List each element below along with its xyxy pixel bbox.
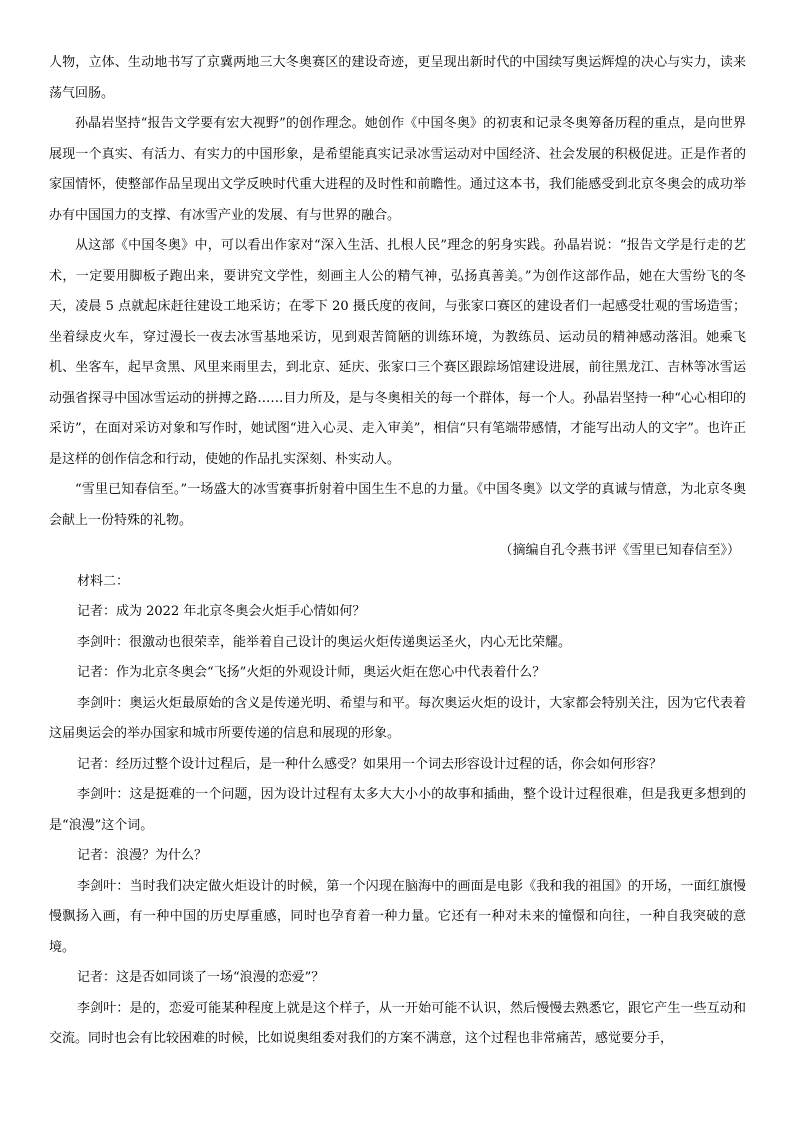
dialogue-line: 李剑叶：是的，恋爱可能某种程度上就是这个样子，从一开始可能不认识，然后慢慢去熟悉它，跟它产生一些互动和交流。同时也会有比较困难的时候，比如说奥组委对我们的方案不满意，这个过程也非常痛苦，感觉要分手， — [49, 1000, 746, 1046]
dialogue-line: 李剑叶：很激动也很荣幸，能举着自己设计的奥运火炬传递奥运圣火，内心无比荣耀。 — [77, 634, 572, 650]
paragraph-conclusion: “雪里已知春信至。”一场盛大的冰雪赛事折射着中国生生不息的力量。《中国冬奥》以文学的真诚与情意，为北京冬奥会献上一份特殊的礼物。 — [49, 482, 746, 528]
dialogue-line: 记者：浪漫？为什么？ — [77, 848, 208, 863]
paragraph-continuation: 人物，立体、生动地书写了京冀两地三大冬奥赛区的建设奇迹，更呈现出新时代的中国续写奥运辉煌的决心与实力，读来荡气回肠。 — [49, 55, 746, 101]
paragraph-creative-concept: 孙晶岩坚持“报告文学要有宏大视野”的创作理念。她创作《中国冬奥》的初衷和记录冬奥筹备历程的重点，是向世界展现一个真实、有活力、有实力的中国形象，是希望能真实记录冰雪运动对中国经济、社会发展的积极促进。正是作者的家国情怀，使整部作品呈现出文学反映时代重大进程的及时性和前瞻性。通过这本书，我们能感受到北京冬奥会的成功举办有中国国力的支撑、有冰雪产业的发展、有与世界的融合。 — [49, 116, 746, 223]
dialogue-line: 记者：成为 2022 年北京冬奥会火炬手心情如何？ — [77, 604, 366, 619]
dialogue-line: 记者：经历过整个设计过程后，是一种什么感受？如果用一个词去形容设计过程的话，你会如何形容？ — [77, 756, 663, 772]
material-two-label: 材料二： — [77, 573, 130, 589]
paragraph-practice: 从这部《中国冬奥》中，可以看出作家对“深入生活、扎根人民”理念的躬身实践。孙晶岩说：“报告文学是行走的艺术，一定要用脚板子跑出来，要讲究文学性，刻画主人公的精气神，弘扬真善美。”为创作这部作品，她在大雪纷飞的冬天，凌晨 5 点就起床赶往建设工地采访；在零下 20 摄氏度的夜间，与张家口赛区的建设者们一起感受壮观的雪场造雪；坐着绿皮火车，穿过漫长一夜去冰雪基地采访，见到艰苦简陋的训练环境，为教练员、运动员的精神感动落泪。她乘飞机、坐客车，起早贪黑、风里来雨里去，到北京、延庆、张家口三个赛区跟踪场馆建设进展，前往黑龙江、吉林等冰雪运动强省探寻中国冰雪运动的拼搏之路……目力所及，是与冬奥相关的每一个群体，每一个人。孙晶岩坚持一种“心心相印的采访”，在面对采访对象和写作时，她试图“进入心灵、走入审美”，相信“只有笔端带感情，才能写出动人的文字”。也许正是这样的创作信念和行动，使她的作品扎实深刻、朴实动人。 — [49, 238, 746, 467]
dialogue-line: 李剑叶：当时我们决定做火炬设计的时候，第一个闪现在脑海中的画面是电影《我和我的祖国》的开场，一面红旗慢慢飘扬入画，有一种中国的历史厚重感，同时也孕育着一种力量。它还有一种对未来的憧憬和向往，一种自我突破的意境。 — [49, 878, 746, 955]
dialogue-line: 记者：作为北京冬奥会“飞扬”火炬的外观设计师，奥运火炬在您心中代表着什么？ — [77, 665, 546, 680]
dialogue-line: 李剑叶：奥运火炬最原始的含义是传递光明、希望与和平。每次奥运火炬的设计，大家都会特别关注，因为它代表着这届奥运会的举办国家和城市所要传递的信息和展现的形象。 — [49, 695, 746, 741]
dialogue-line: 记者：这是否如同谈了一场“浪漫的恋爱”？ — [77, 970, 325, 985]
dialogue-line: 李剑叶：这是挺难的一个问题，因为设计过程有太多大大小小的故事和插曲，整个设计过程很难，但是我更多想到的是“浪漫”这个词。 — [49, 787, 746, 833]
source-citation: （摘编自孔令燕书评《雪里已知春信至》） — [499, 543, 740, 558]
document-page — [49, 48, 746, 1055]
